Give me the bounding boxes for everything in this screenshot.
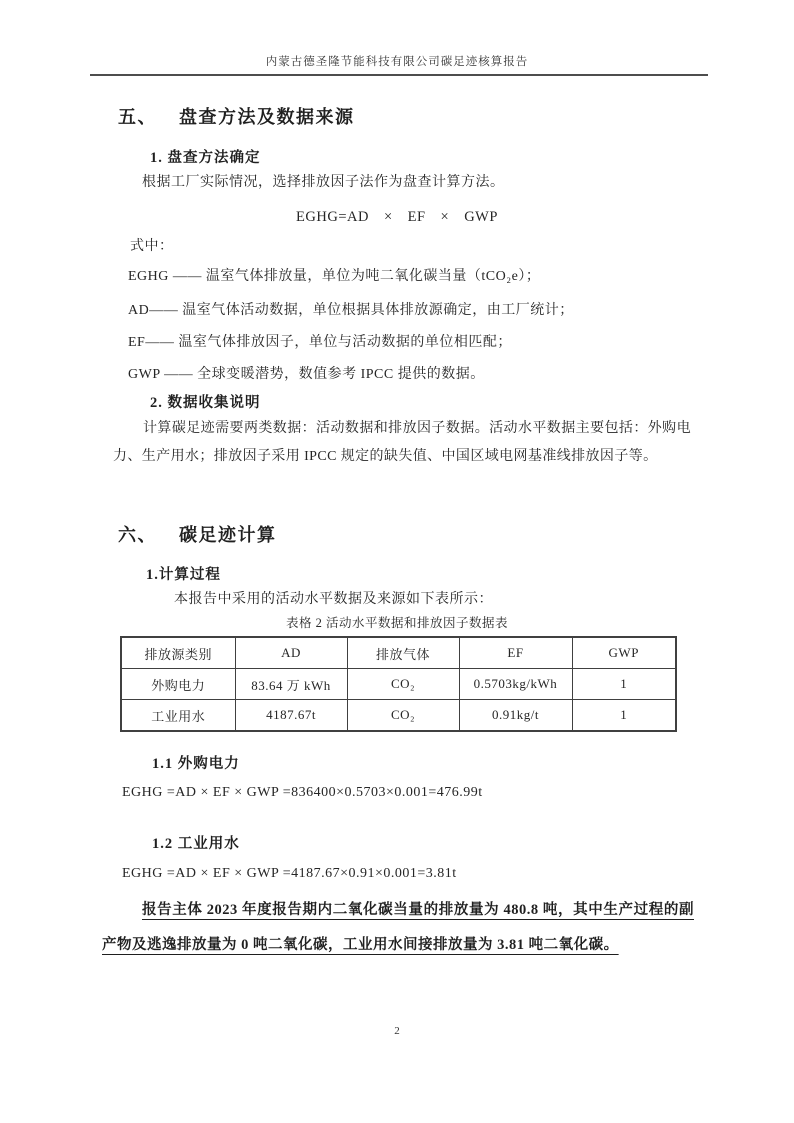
cell-ad: 4187.67t xyxy=(235,700,347,732)
cell-ad: 83.64 万 kWh xyxy=(235,669,347,700)
definition-eghg: EGHG —— 温室气体排放量，单位为吨二氧化碳当量（tCO₂e）； xyxy=(128,269,541,284)
table-row xyxy=(121,700,676,732)
section-5-heading xyxy=(118,103,355,129)
table-header-row xyxy=(121,637,676,669)
col-header-gwp: GWP xyxy=(572,637,676,669)
electricity-formula: EGHG =AD × EF × GWP =836400×0.5703×0.001=476.99t xyxy=(122,785,483,800)
section-6-number: 六、 xyxy=(118,525,157,545)
water-formula: EGHG =AD × EF × GWP =4187.67×0.91×0.001=3.81t xyxy=(122,866,457,881)
calc-process-heading: 1.计算过程 xyxy=(146,567,221,583)
header-divider xyxy=(90,74,708,76)
water-heading: 1.2 工业用水 xyxy=(152,836,240,852)
definition-gwp: GWP —— 全球变暖潜势，数值参考 IPCC 提供的数据。 xyxy=(128,367,485,382)
cell-source: 工业用水 xyxy=(121,700,235,732)
cell-source: 外购电力 xyxy=(121,669,235,700)
col-header-ef: EF xyxy=(459,637,572,669)
section-5-number: 五、 xyxy=(118,107,157,127)
calc-process-intro: 本报告中采用的活动水平数据及来源如下表所示： xyxy=(174,592,493,607)
conclusion-paragraph: 报告主体 2023 年度报告期内二氧化碳当量的排放量为 480.8 吨，其中生产过程的副产物及逃逸排放量为 0 吨二氧化碳，工业用水间接排放量为 3.81 吨二氧化碳。 xyxy=(102,902,694,953)
definition-ad: AD—— 温室气体活动数据，单位根据具体排放源确定，由工厂统计； xyxy=(128,303,574,318)
page-header-title: 内蒙古德圣隆节能科技有限公司碳足迹核算报告 xyxy=(265,56,529,68)
cell-ef: 0.5703kg/kWh xyxy=(459,669,572,700)
table-caption: 表格 2 活动水平数据和排放因子数据表 xyxy=(285,616,508,630)
definition-ef: EF—— 温室气体排放因子，单位与活动数据的单位相匹配； xyxy=(128,335,512,350)
col-header-gas: 排放气体 xyxy=(347,637,459,669)
cell-ef: 0.91kg/t xyxy=(459,700,572,732)
where-label: 式中： xyxy=(130,239,174,254)
data-collection-heading: 2. 数据收集说明 xyxy=(150,395,261,411)
data-collection-paragraph: 计算碳足迹需要两类数据：活动数据和排放因子数据。活动水平数据主要包括：外购电力、生产用水；排放因子采用 IPCC 规定的缺失值、中国区域电网基准线排放因子等。 xyxy=(113,421,691,464)
col-header-source: 排放源类别 xyxy=(121,637,235,669)
cell-gas: CO₂ xyxy=(347,669,459,700)
col-header-ad: AD xyxy=(235,637,347,669)
section-6-title: 碳足迹计算 xyxy=(179,525,277,545)
section-6-heading xyxy=(118,521,277,547)
ghg-formula: EGHG=AD × EF × GWP xyxy=(296,209,498,225)
method-paragraph: 根据工厂实际情况，选择排放因子法作为盘查计算方法。 xyxy=(142,175,505,190)
section-5-title: 盘查方法及数据来源 xyxy=(179,107,355,127)
cell-gwp: 1 xyxy=(572,669,676,700)
cell-gas: CO₂ xyxy=(347,700,459,732)
table-row xyxy=(121,669,676,700)
electricity-heading: 1.1 外购电力 xyxy=(152,756,240,772)
page-number: 2 xyxy=(394,1025,400,1037)
method-heading: 1. 盘查方法确定 xyxy=(150,150,261,166)
cell-gwp: 1 xyxy=(572,700,676,732)
activity-data-table xyxy=(120,636,677,732)
